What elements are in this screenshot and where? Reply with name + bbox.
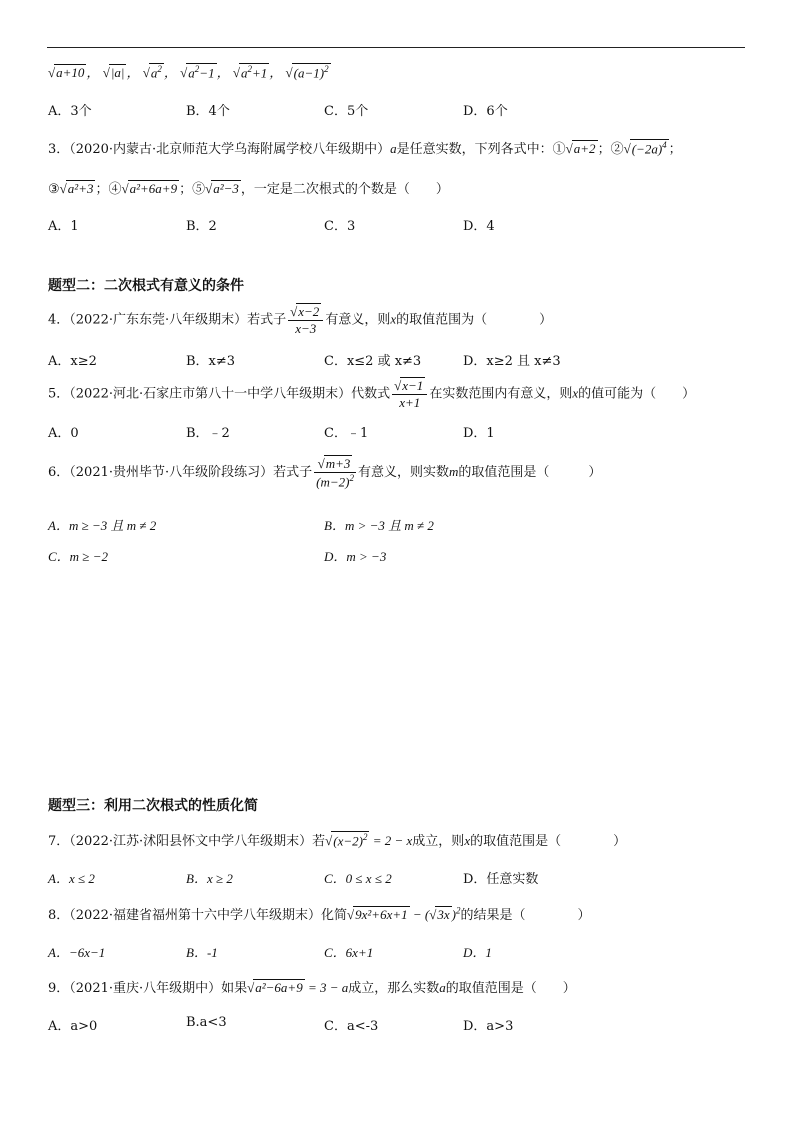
q7-option-a: A．x ≤ 2 (48, 871, 95, 886)
q8-option-a: A．−6x−1 (48, 945, 106, 960)
expr-1: a+10 (56, 65, 85, 80)
q4-option-c: C．x≤2 或 x≠3 (324, 354, 422, 369)
q8-stem: 8．（2022·福建省福州第十六中学八年级期末）化简√9x²+6x+1 − (√3x )$^2$的结果是（ ） (48, 905, 591, 923)
q2-option-c: C．5个 (324, 104, 369, 119)
q3-option-c: C．3 (324, 219, 356, 234)
q6-option-b: B．m > −3 且 m ≠ 2 (324, 518, 434, 533)
expr-5: $a^2+1$ (240, 63, 268, 80)
q5-option-c: C．﹣1 (324, 426, 369, 441)
q4-stem: 4．（2022·广东东莞·八年级期末）若式子 $\frac{√x-2}{x-3}$ 有意义，则x的取值范围为（ ） (48, 304, 553, 336)
q5-option-d: D．1 (463, 426, 495, 441)
q3-option-b: B．2 (186, 219, 217, 234)
expr-2: |a| (110, 65, 125, 80)
q9-option-b: B.a<3 (186, 1015, 227, 1030)
q3-stem-line2: ③√a²+3 ；④√a²+6a+9 ；⑤√a²−3 ，一定是二次根式的个数是（ ） (48, 181, 449, 197)
q5-stem: 5．（2022·河北·石家庄市第八十一中学八年级期末）代数式 $\frac{√x-1}{x+1}$ 在实数范围内有意义，则x的值可能为（ ） (48, 378, 696, 410)
q7-option-c: C．0 ≤ x ≤ 2 (324, 871, 392, 886)
q9-option-c: C．a<-3 (324, 1019, 379, 1034)
expr-3: $a^2$ (150, 63, 162, 80)
q6-option-c: C．m ≥ −2 (48, 549, 108, 564)
section-heading-3: 题型三：利用二次根式的性质化简 (48, 798, 258, 814)
q4-option-a: A．x≥2 (48, 354, 97, 369)
section-heading-2: 题型二：二次根式有意义的条件 (48, 278, 244, 294)
expression-list: √a+10 ， √|a| ， $√a^2$ ， $√a^2-1$ ， $√a^2+1$ ， $√(a-1)^2$ (48, 63, 329, 80)
q5-option-b: B．﹣2 (186, 426, 230, 441)
q4-option-b: B．x≠3 (186, 354, 236, 369)
expr-6: $(a-1)^2$ (293, 63, 329, 80)
q9-stem: 9．（2021·重庆·八年级期中）如果√a²−6a+9 = 3 − a成立，那么实数a的取值范围是（ ） (48, 980, 576, 996)
q3-stem: 3．（2020·内蒙古·北京师范大学乌海附属学校八年级期中）a是任意实数，下列各式中：①√a+2 ；$②√(-2a)^4$ ； (48, 139, 682, 157)
q6-option-d: D．m > −3 (324, 549, 387, 564)
q3-option-a: A．1 (48, 219, 79, 234)
q2-option-b: B．4个 (186, 104, 230, 119)
expr-4: $a^2-1$ (188, 63, 215, 80)
q8-option-b: B．-1 (186, 945, 218, 960)
q7-option-b: B．x ≥ 2 (186, 871, 233, 886)
q6-option-a: A．m ≥ −3 且 m ≠ 2 (48, 518, 157, 533)
q7-stem: 7．（2022·江苏·沭阳县怀文中学八年级期末）若$√(x-2)^2 = 2 - x$成立，则x的取值范围是（ ） (48, 831, 627, 849)
q7-option-d: D．任意实数 (463, 872, 539, 887)
q8-option-d: D．1 (463, 945, 492, 960)
q8-option-c: C．6x+1 (324, 945, 374, 960)
q5-option-a: A．0 (48, 426, 79, 441)
q2-option-a: A．3个 (48, 104, 92, 119)
q3-option-d: D．4 (463, 219, 495, 234)
q4-option-d: D．x≥2 且 x≠3 (463, 354, 561, 369)
q9-option-a: A．a>0 (48, 1019, 98, 1034)
q9-option-d: D．a>3 (463, 1019, 514, 1034)
header-rule (47, 47, 745, 48)
q2-option-d: D．6个 (463, 104, 508, 119)
q6-stem: 6．（2021·贵州毕节·八年级阶段练习）若式子 $\frac{√m+3}{(m-2)^2}$ 有意义，则实数m的取值范围是（ ） (48, 456, 602, 490)
